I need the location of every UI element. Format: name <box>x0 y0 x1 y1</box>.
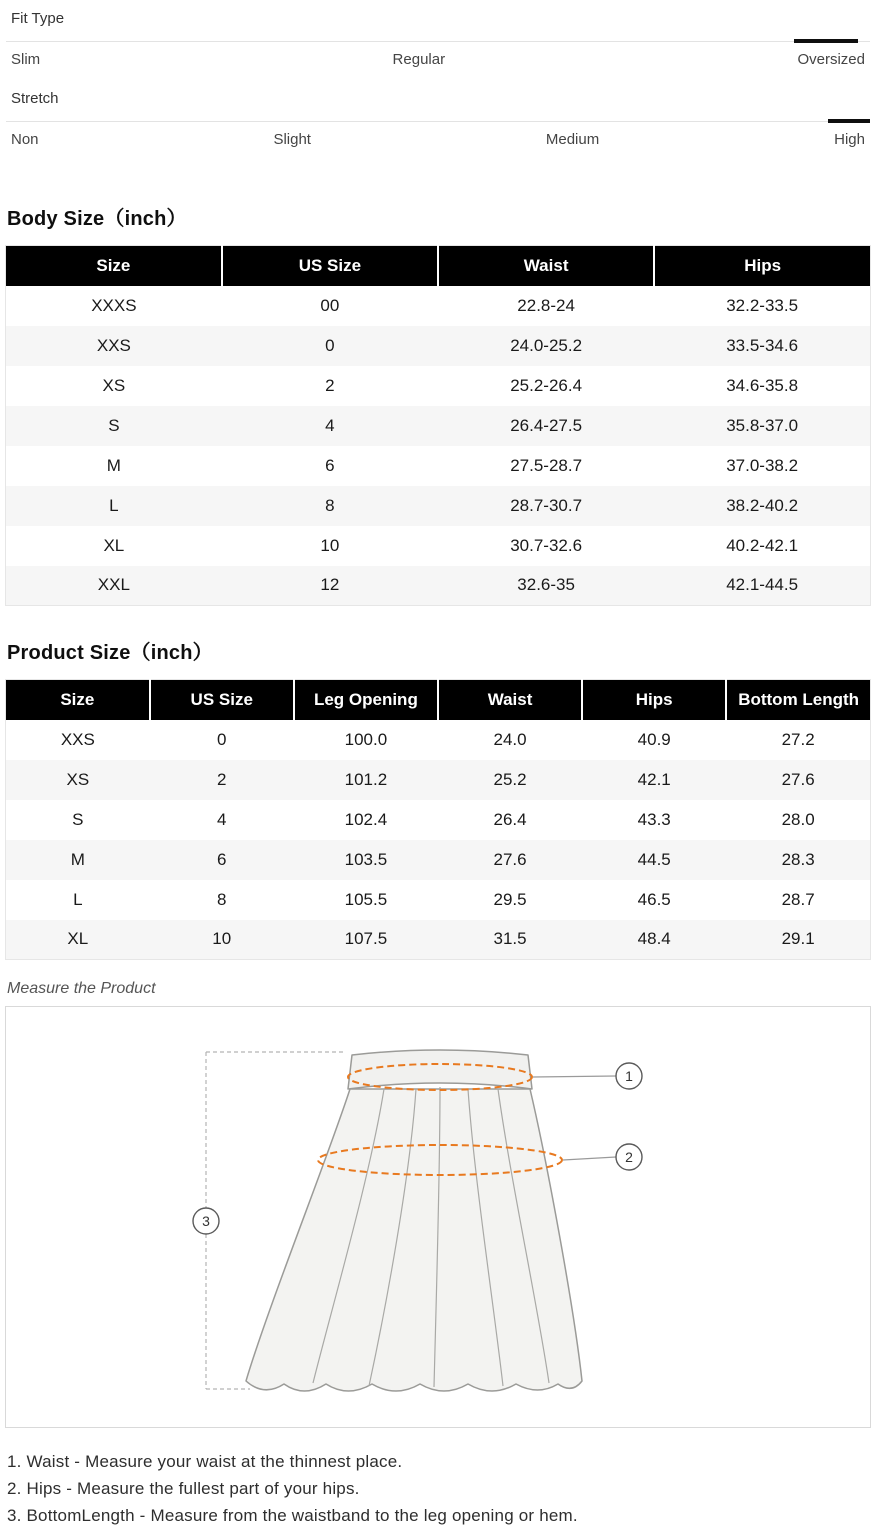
table-cell: 34.6-35.8 <box>726 375 799 395</box>
table-cell: 107.5 <box>344 929 388 949</box>
column-header: Hips <box>582 680 726 720</box>
table-row <box>6 486 871 526</box>
table-cell: 28.0 <box>781 809 815 829</box>
scale-option: Non <box>11 131 39 148</box>
fit-type-label: Fit Type <box>11 10 65 27</box>
scale-option: Slight <box>273 131 311 148</box>
table-cell: 28.3 <box>781 849 815 869</box>
table-cell: 8 <box>217 889 227 909</box>
table-cell: 10 <box>320 535 340 555</box>
table-cell: 103.5 <box>344 849 388 869</box>
fit-type-scale <box>5 6 871 82</box>
table-cell: 26.4 <box>493 809 527 829</box>
table-row <box>6 720 871 760</box>
column-header: Size <box>6 680 150 720</box>
product-size-title: Product Size（inch） <box>7 642 213 664</box>
table-cell: XXS <box>60 729 95 749</box>
stretch-label: Stretch <box>11 90 59 107</box>
marker-3-label: 3 <box>202 1213 210 1229</box>
table-cell: L <box>109 495 119 515</box>
table-cell: 32.6-35 <box>517 575 575 595</box>
table-cell: 105.5 <box>344 889 388 909</box>
table-row <box>6 920 871 960</box>
table-cell: XL <box>103 535 125 555</box>
table-cell: 29.5 <box>493 889 527 909</box>
table-cell: 101.2 <box>344 769 388 789</box>
table-row <box>6 406 871 446</box>
table-cell: 4 <box>325 415 335 435</box>
scale-option: Oversized <box>797 51 865 68</box>
table-cell: 6 <box>325 455 335 475</box>
fit-type-track <box>6 41 870 42</box>
table-cell: 25.2-26.4 <box>510 375 583 395</box>
table-cell: 00 <box>320 295 340 315</box>
table-row <box>6 760 871 800</box>
table-cell: M <box>106 455 121 475</box>
table-cell: 40.2-42.1 <box>726 535 799 555</box>
table-cell: XXS <box>96 335 131 355</box>
table-row <box>6 566 871 606</box>
scale-option: Regular <box>392 51 446 68</box>
table-cell: 25.2 <box>493 769 527 789</box>
table-cell: 38.2-40.2 <box>726 495 799 515</box>
table-cell: 12 <box>320 575 340 595</box>
table-cell: M <box>70 849 85 869</box>
stretch-options <box>5 122 871 162</box>
table-cell: 27.6 <box>781 769 815 789</box>
marker-connector-lines <box>533 1076 616 1160</box>
measure-caption: Measure the Product <box>7 980 156 997</box>
table-cell: 24.0 <box>493 729 527 749</box>
note-waist: 1. Waist - Measure your waist at the thinnest place. <box>7 1452 403 1471</box>
table-cell: 2 <box>325 375 335 395</box>
table-cell: XXXS <box>91 295 137 315</box>
table-row <box>6 800 871 840</box>
table-cell: 37.0-38.2 <box>726 455 799 475</box>
marker-2-label: 2 <box>625 1149 633 1165</box>
table-cell: 31.5 <box>493 929 527 949</box>
table-cell: XXL <box>97 575 130 595</box>
table-cell: L <box>73 889 83 909</box>
table-cell: 0 <box>325 335 335 355</box>
marker-1-label: 1 <box>625 1068 633 1084</box>
table-row <box>6 880 871 920</box>
fit-type-options <box>5 42 871 82</box>
table-cell: 26.4-27.5 <box>510 415 583 435</box>
table-cell: 27.2 <box>781 729 815 749</box>
table-header-row <box>6 680 871 720</box>
table-cell: 2 <box>217 769 227 789</box>
table-cell: XS <box>102 375 126 395</box>
table-cell: 100.0 <box>344 729 388 749</box>
fit-type-indicator <box>794 39 858 43</box>
column-header: Leg Opening <box>294 680 438 720</box>
table-cell: 35.8-37.0 <box>726 415 799 435</box>
table-cell: 42.1 <box>637 769 671 789</box>
table-cell: 44.5 <box>637 849 671 869</box>
column-header: Waist <box>438 246 654 286</box>
table-cell: 6 <box>217 849 227 869</box>
table-cell: 29.1 <box>781 929 815 949</box>
table-cell: S <box>72 809 84 829</box>
product-size-table <box>5 679 871 960</box>
skirt-body <box>246 1089 582 1391</box>
table-cell: 46.5 <box>637 889 671 909</box>
skirt-waistband <box>348 1050 532 1089</box>
measure-notes <box>7 1448 869 1529</box>
table-cell: 4 <box>217 809 227 829</box>
table-cell: 48.4 <box>637 929 671 949</box>
table-cell: 28.7-30.7 <box>510 495 583 515</box>
column-header: Hips <box>654 246 870 286</box>
table-cell: 0 <box>217 729 227 749</box>
note-hips: 2. Hips - Measure the fullest part of your hips. <box>7 1479 360 1498</box>
table-row <box>6 840 871 880</box>
stretch-indicator <box>828 119 870 123</box>
table-cell: XL <box>67 929 89 949</box>
note-bottom-length: 3. BottomLength - Measure from the waistband to the leg opening or hem. <box>7 1506 578 1525</box>
table-cell: 30.7-32.6 <box>510 535 583 555</box>
table-row <box>6 286 871 326</box>
body-size-title: Body Size（inch） <box>7 208 187 230</box>
table-cell: 22.8-24 <box>517 295 575 315</box>
column-header: Bottom Length <box>726 680 870 720</box>
stretch-scale <box>5 86 871 162</box>
table-header-row <box>6 246 871 286</box>
column-header: Size <box>6 246 222 286</box>
body-size-table <box>5 245 871 606</box>
scale-option: Medium <box>545 131 600 148</box>
table-cell: 27.6 <box>493 849 527 869</box>
table-cell: 33.5-34.6 <box>726 335 799 355</box>
column-header: US Size <box>222 246 438 286</box>
table-cell: 40.9 <box>637 729 671 749</box>
table-cell: 102.4 <box>344 809 388 829</box>
table-row <box>6 526 871 566</box>
table-row <box>6 326 871 366</box>
table-row <box>6 366 871 406</box>
table-cell: 28.7 <box>781 889 815 909</box>
scale-option: High <box>834 131 865 148</box>
stretch-track <box>6 121 870 122</box>
measure-diagram-box <box>5 1006 871 1428</box>
scale-option: Slim <box>11 51 41 68</box>
column-header: Waist <box>438 680 582 720</box>
table-cell: 43.3 <box>637 809 671 829</box>
table-cell: XS <box>66 769 90 789</box>
table-cell: 27.5-28.7 <box>510 455 583 475</box>
table-cell: 32.2-33.5 <box>726 295 799 315</box>
column-header: US Size <box>150 680 294 720</box>
table-row <box>6 446 871 486</box>
table-cell: 24.0-25.2 <box>510 335 583 355</box>
table-cell: 8 <box>325 495 335 515</box>
table-cell: 42.1-44.5 <box>726 575 799 595</box>
table-cell: S <box>108 415 120 435</box>
table-cell: 10 <box>212 929 232 949</box>
skirt-measure-diagram <box>6 1007 870 1427</box>
